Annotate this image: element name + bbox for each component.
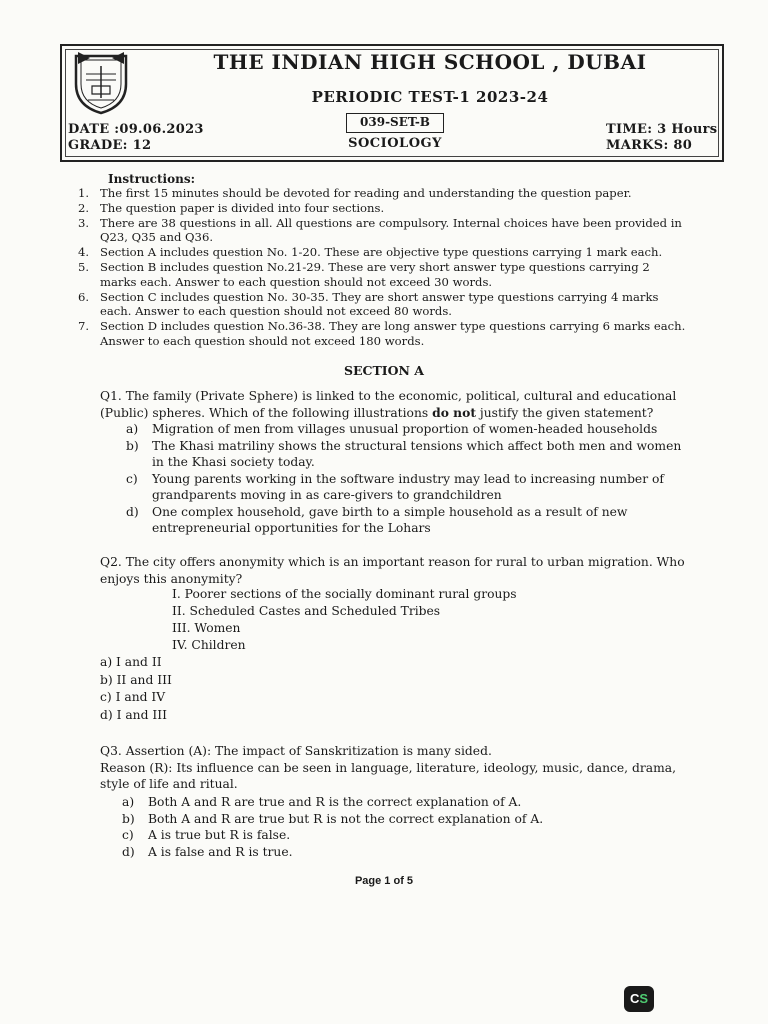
instruction-item <box>78 260 688 290</box>
option-a <box>122 794 682 811</box>
option-label: b) <box>122 811 135 826</box>
question-1-stem-end: justify the given statement? <box>476 405 654 420</box>
instruction-text: The first 15 minutes should be devoted for reading and understanding the question paper. <box>100 186 632 200</box>
statement: II. Scheduled Castes and Scheduled Tribes <box>172 604 441 618</box>
test-title: PERIODIC TEST-1 2023-24 <box>311 88 549 106</box>
instruction-number: 5. <box>78 259 90 274</box>
option-b <box>126 438 686 471</box>
instruction-item <box>78 186 688 201</box>
option-c <box>126 471 686 504</box>
option-text: One complex household, gave birth to a simple household as a result of new entrepreneurial opportunities for the Lohars <box>152 504 628 535</box>
option-label: d) <box>122 844 135 859</box>
option-label: c) <box>122 828 134 842</box>
instruction-number: 6. <box>78 289 90 304</box>
option-text: A is true but R is false. <box>148 828 291 842</box>
exam-time: TIME: 3 Hours <box>606 122 718 137</box>
option-a <box>126 421 686 438</box>
question-3-stem <box>100 743 700 793</box>
option-label: c) <box>126 471 138 486</box>
option-b: b) II and III <box>100 672 172 687</box>
option-text: A is false and R is true. <box>148 844 293 859</box>
instruction-text: Section C includes question No. 30-35. They are short answer type questions carrying 4 marks each. Answer to each question should not exceed 80 words. <box>100 289 659 319</box>
instruction-text: The question paper is divided into four sections. <box>100 200 385 215</box>
option-text: Both A and R are true but R is not the correct explanation of A. <box>148 811 544 826</box>
option-text: Both A and R are true and R is the correct explanation of A. <box>148 795 522 809</box>
question-3-assertion: Q3. Assertion (A): The impact of Sanskritization is many sided. <box>100 744 492 758</box>
option-d: d) I and III <box>100 707 167 722</box>
set-code: 039-SET-B <box>346 113 444 133</box>
instruction-item <box>78 319 688 349</box>
subject: SOCIOLOGY <box>348 136 442 151</box>
question-2-options <box>100 654 172 724</box>
question-1-options <box>126 421 686 537</box>
option-text: Young parents working in the software industry may lead to increasing number of grandparents moving in as care-givers to grandchildren <box>152 471 664 502</box>
statement: IV. Children <box>172 638 246 652</box>
school-name: THE INDIAN HIGH SCHOOL , DUBAI <box>213 50 647 74</box>
question-2-statements <box>172 586 517 654</box>
instruction-number: 2. <box>78 200 90 215</box>
instruction-text: There are 38 questions in all. All questions are compulsory. Internal choices have been provided in Q23, Q35 and Q36. <box>100 215 682 245</box>
question-1-stem <box>100 388 690 421</box>
option-d <box>122 844 682 861</box>
option-text: Migration of men from villages unusual proportion of women-headed households <box>152 422 658 436</box>
option-b <box>122 811 682 828</box>
option-c: c) I and IV <box>100 690 166 704</box>
instruction-item <box>78 216 688 246</box>
option-label: a) <box>122 795 135 809</box>
instruction-item <box>78 201 688 216</box>
grade: GRADE: 12 <box>68 138 152 153</box>
camscanner-logo-icon <box>624 986 654 1012</box>
statement: I. Poorer sections of the socially dominant rural groups <box>172 587 517 601</box>
instruction-text: Section D includes question No.36-38. They are long answer type questions carrying 6 marks each. Answer to each question should not exceed 180 words. <box>100 319 686 348</box>
question-1-emphasis: do not <box>432 404 476 420</box>
logo-letter-s: S <box>639 991 649 1006</box>
exam-date: DATE :09.06.2023 <box>68 122 204 137</box>
school-crest-icon <box>70 50 132 116</box>
option-label: a) <box>126 422 139 436</box>
instructions-list <box>78 186 688 349</box>
option-a: a) I and II <box>100 655 162 669</box>
instruction-number: 3. <box>78 215 90 230</box>
page-number: Page 1 of 5 <box>354 875 414 887</box>
instructions-title: Instructions: <box>108 172 196 186</box>
question-1-stem-text: Q1. The family (Private Sphere) is linked to the economic, political, cultural and educational (Public) spheres. Which of the following illustrations <box>100 389 677 420</box>
instruction-item <box>78 245 688 260</box>
option-c <box>122 827 682 844</box>
instruction-number: 4. <box>78 245 90 260</box>
question-3-reason: Reason (R): Its influence can be seen in language, literature, ideology, music, dance, drama, style of life and ritual. <box>100 760 676 791</box>
instruction-number: 1. <box>78 186 90 200</box>
section-a-heading: SECTION A <box>343 363 425 378</box>
question-3-options <box>122 794 682 860</box>
instruction-text: Section A includes question No. 1-20. These are objective type questions carrying 1 mark each. <box>100 245 663 260</box>
instruction-text: Section B includes question No.21-29. These are very short answer type questions carrying 2 marks each. Answer to each question should not exceed 30 words. <box>100 259 650 289</box>
statement: III. Women <box>172 621 241 635</box>
logo-letter-c: C <box>629 991 640 1006</box>
option-d <box>126 504 686 537</box>
option-label: d) <box>126 504 139 519</box>
question-2-stem: Q2. The city offers anonymity which is an important reason for rural to urban migration. Who enjoys this anonymity? <box>100 555 685 586</box>
option-label: b) <box>126 438 139 453</box>
option-text: The Khasi matriliny shows the structural tensions which affect both men and women in the Khasi society today. <box>152 438 682 469</box>
instruction-number: 7. <box>78 319 90 334</box>
instruction-item <box>78 290 688 320</box>
total-marks: MARKS: 80 <box>606 138 693 153</box>
